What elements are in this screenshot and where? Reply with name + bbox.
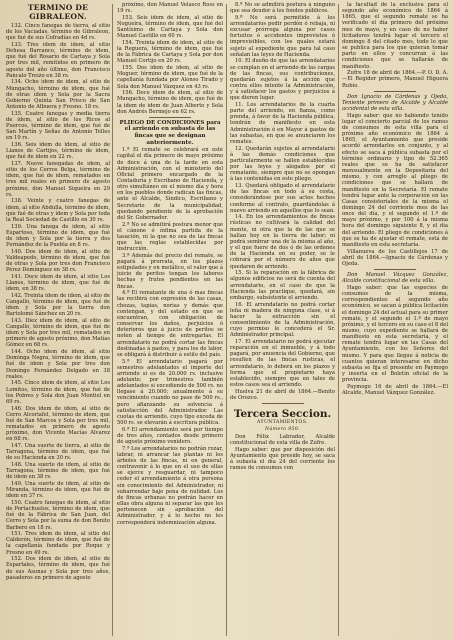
- paragraph: 14. En los arrendamientos de fincas rústicas no cultivará la calidad del monte, ni otra que la de las que se hallan hoy en la tierra de labor; ni podrá sembrar una de la misma al año, y el que fuere de dos ó de las ordenes de la Hacienda en su poder, se le cobrará por el número de años que quedaren de arriendo.: [230, 214, 335, 270]
- paragraph: 156. Doce idem de idem, al sitio de Mungacho, término de idem, que fué de la idem de idem de Juan Alberto y Sola don Andrés Bermejo en 62 rs.: [117, 90, 223, 115]
- paragraph: próximo, don Manuel Velasco Ross en 19 rs.: [117, 2, 223, 15]
- paragraph: 144. Ocho idem de idem, al sitio Dominga Negra, término de idem, que fué de idem y Sola por tres don Domingo Fernández Delgado en 38 reales.: [6, 349, 110, 380]
- paragraph: 1.ª El remate se celebrará en este capital el día primero de mayo próximo de doce á una de la tarde en esta Administración, con el ministerio del Oficial primero encargado de la Contaduría y Escribano de Hacienda, y otro simultáneo en el mismo día y hora en los pueblos donde radican las fincas, ante el Alcalde, Síndico, Escribano y Secretario de la municipalidad, quedando pendiente de la aprobación del Sr. Gobernador.: [117, 147, 223, 221]
- paragraph: Huelva 21 de abril de 1864.—Benito de Orozco.: [230, 388, 335, 401]
- paragraph: 6.ª El arrendamiento será por tiempo de tres años, contados desde primero de agosto próximo venidero.: [117, 426, 223, 446]
- column-3-bottom-paragraphs: [230, 434, 335, 471]
- paragraph: 15. Si la reparación en la fábrica de algunos edificios no será de cuenta del arrendatario, en el caso de que la Hacienda las practique, quedará, sin embargo, subsistente el arriendo.: [230, 270, 335, 301]
- paragraph: 8.ª No se admitirá postura á ninguno que sea deudor á los fondos públicos.: [230, 2, 335, 15]
- paragraph: 145. Cinco idem de idem, al sitio Los Lomitos, término de idem, que fué de los Pobres y Sola don Juan Montiel en 69 rs.: [6, 380, 110, 405]
- paragraph: Paymogo 16 de abril de 1864.—El Alcalde, Manuel Vázquez González.: [342, 383, 448, 397]
- column-2-top-paragraphs: [117, 2, 223, 115]
- paragraph: 134. Ocho idem de idem, al sitio de Mungacho, término de idem, que fué de otras ídem y Sola por la Sacra Gobierno Quinta San Prisco de San Antonio de Albuera y Fresno. 18 rs.: [6, 79, 110, 111]
- paragraph: 150. Cuatro fanegas de idem, al sitio de Portachuelos, término de idem, que fué de la Fábrica de San Juan, del Cerro y Sola por la suma de don Benito Barbero en 18 rs.: [6, 499, 110, 531]
- paragraph: 13. Quedará obligado el arrendatario de las fincas en todo á su costa, considerándose por sus actos hechos conforme al contrato, guardándolas á nuevo arriendo en aquellos que lo sean.: [230, 183, 335, 214]
- column-4: [342, 2, 448, 638]
- section-title: Tercera Seccion.: [233, 408, 332, 420]
- paragraph: 10. El dueño de que las arrendatarios se cumplan en el arriendo de las cargas de las fincas, sus contribuciones, quedarán sujetos á la acción que contra ellos intente la Administración, y á satisfacer los gastos y perjuicios á que dieren lugar.: [230, 58, 335, 102]
- column-4-bottom-paragraphs: [342, 285, 448, 396]
- paragraph: Villanueva de los Castillejos 17 de abril de 1864.—Ignacio de Cárdenas y Ojeda.: [342, 248, 448, 267]
- paragraph: 16. El arrendatario no podrá cortar leña ni madera de ninguna clase, si á hacer la extracción sin el consentimiento de la Administración, cuyo permiso le concederá el Sr. Administrador principal.: [230, 301, 335, 339]
- paragraph: 135. Cuatro fanegas y media tierra de idem, al sitio de los Ricos al Puercos, término de idem, que fué de San Martín y Señas de Antonio Telles en 19 rs.: [6, 110, 110, 142]
- paragraph: 5.ª El arrendatario pagará por semestres adelantados el importe del arriendo si es de 20.000 rs. inclusive adelante; por trimestres también adelantados si excediendo de 500 rs. no llegase á 20.000; anualmente á su vencimiento cuando no pase de 500 rs., pero afianzando su solvencia á satisfacción del Administrador. Las cuotas de arriendo, cuyo tipo exceda de 500 rs. se elevarán á escritura pública.: [117, 358, 223, 427]
- separator: [374, 269, 416, 270]
- paragraph: Don Félix Labrador, Alcalde constitucional de esta villa de Zufre.: [230, 434, 335, 447]
- column-1: [6, 2, 110, 638]
- paragraph: 143. Diez idem de idem, al sitio de Cangallo, término de idem, que fué de idem y Sola por tres mil, rematados en primero de agosto próximo, don Matías Gómez en 68 rs.: [6, 317, 110, 349]
- separator: [149, 117, 191, 118]
- paragraph: 142. Treinta idem de idem, al sitio de Cangallo, término de idem, que fué de idem y Sola por la tierra don Bartolomé Sánchez en 20 rs.: [6, 292, 110, 318]
- paragraph: 138. Veinte y cuatro fanegas de idem, al sitio Abdulla, término de idem, que fué de otras y ídem y Sola por toda la Real Sociedad de Castillo en 30 rs.: [6, 198, 110, 223]
- paragraph: 140. Dos idem de idem, al sitio de Valdeapedo, término de idem, que fué de otras y Sola por tres don Francisco Pérez Domínguez en 38 rs.: [6, 248, 110, 274]
- paragraph: 9.ª No será permitido á los arrendatarios pedir perdón ó rebaja, ni excusar prórroga alguna por casos fortuitos ó accidentes imprevistos ó imprevisibles, con los quales estará sujeto al expediente que para tal caso señalan las leyes de Hacienda.: [230, 14, 335, 58]
- paragraph: Hago saber: que no habiendo tenido lugar el concierto parcial de los ramos de consumos de esta villa para el próximo año económico de 1864 á 1865, el Ayuntamiento que preside acordó arrendarlos en conjunto, y al efecto se saca á pública subasta por el término ordinario y tipo de 52.365 reales que se ha de satisfacer mensualmente en la Depositaría del mismo, y con arreglo al pliego de condiciones que se hallará de manifiesto en la Secretaría. El remate tendrá lugar ante la corporación en las Casas consistoriales de la misma el domingo 24 del corriente mes de las once del día, y el segundo el 1.º de mayo próximo, y por 100 á la misma hora del domingo siguiente 8, y el día del arriendo. El pliego de condiciones á que se ha de ajustar el remate, está de manifiesto en esta secretaría.: [342, 112, 448, 248]
- column-3: [230, 2, 335, 638]
- paragraph: 137. Nueve fanegadas de idem, al sitio de los Cerros Belga, término de idem, que fué de idem, rematados en tres mil reales en primero de agosto próximo, don Manuel Siqueira en 29 rs.: [6, 160, 110, 198]
- conditions-paragraphs: [117, 147, 223, 526]
- paragraph: Hago saber: que las especies de consumos de la misma, correspondientes al segundo año económico, se sacan á pública licitación el domingo 24 del actual para su primer remate, y el segundo el 1.º de mayo próximo, y el tercero en su caso el 8 del mismo, cuyo expediente se hallará de manifiesto en esta secretaría, y el remate tendrá lugar en las Casas del Ayuntamiento, con los Señores del mismo. Y para que llegue á noticia de cuantos quieran interesarse en dicho subasta se fija el presente en Paymogo y inserta en el Boletín oficial de la provincia.: [342, 284, 448, 384]
- column-1-title: TERMINO DE GIBRALEON.: [27, 3, 89, 21]
- paragraph: Zufre 18 de abril de 1864.—P. O. D. A.—El Regidor primero, Manuel Higuera Rubio.: [342, 70, 448, 89]
- paragraph: 151. Tres idem de idem, al sitio del Calderón, término de idem, que fué de la capellanía fundada por Roque y Fresno en 49 rs.: [6, 531, 110, 556]
- column-3-paragraphs: [230, 2, 335, 401]
- paragraph: 136. Seis idem de idem, al sitio de Lianos de Cartijos, término de idem, que fué de idem en 22 rs.: [6, 141, 110, 161]
- paragraph: 3.ª Además del precio del remate, se pagará á prorrata, en los plazos estipulados y en metálico, el valor que á juicio de peritos tengan los labores hechas y frutos pendientes en las fincas.: [117, 252, 223, 290]
- paragraph: Hago saber: que por disposición del Ayuntamiento que preside hoy, se saca á subasta el día 24 del corriente los ramos de consumos con: [230, 446, 335, 472]
- separator: [262, 403, 304, 404]
- paragraph: 153. Seis idem de idem, al sitio de Nogueira, término de idem, que fué del Santísimo de Cartaya y Sola don Manuel Castillo en 60 rs.: [117, 14, 223, 40]
- paragraph: 154. Treinta idem de idem, al sitio de la Reguera, término de idem, que fué de la Fábrica de Cartaya y Sola por don Manuel Cortijo en 20 rs.: [117, 39, 223, 65]
- paragraph: 17. El arrendatario no podrá ejecutar reparación en el inmueble, y á todo pagará, por anuencia del Gobierno, que resulten de las fincas rusticas, el arrendatario, lo deberá en los plazos y forma que el propietario haya establecido, siempre que en tales de estos casos sea el arriendo.: [230, 338, 335, 389]
- paragraph: 141. Doce idem de idem, al sitio Los Llanos, término de idem, que fué de idem, en 38 rs.: [6, 273, 110, 293]
- column-divider: [112, 4, 113, 636]
- column-4-top-paragraphs: [342, 2, 448, 89]
- paragraph: 11. Los arrendatarios de la cuarta parte del arriendo, en fianza, como prenda, á favor de la Hacienda pública, tendrán de manifiesto en esta Administración ó en Mayor á gastos de las subastas, en que se anunciaren los remates.: [230, 102, 335, 145]
- paragraph: 139. Una fanega de idem, al sitio Espartoso, término de idem, que fué de idem y Sola por la tierra y dos Fernández de la Puebla en 8 rs.: [6, 223, 110, 248]
- paragraph: 148. Una suerte de idem, al sitio de Tarragona, término de idem, que fué de idem en 38 rs.: [6, 461, 110, 481]
- notice-author: Don Manuel Vázquez González, Alcalde constitucional de esta villa.: [342, 272, 448, 285]
- paragraph: 146. Dos idem de idem, al sitio de Cerro Alcorlafel, término de idem, que fué de San Marcos y Sola por tres mil, rematados en primero de agosto próximo, don Vicente Macías Alvarez en 68 rs.: [6, 405, 110, 443]
- column-4-paragraphs: [342, 113, 448, 267]
- paragraph: 147. Una suerte de tierra, al sitio de Tarragona, término de idem, que fué de su Hacienda en 30 rs.: [6, 442, 110, 462]
- column-2: [117, 2, 223, 638]
- paragraph: 149. Una suerte de idem, al sitio de Miranda, término de idem, que fué de idem en 37 rs.: [6, 480, 110, 500]
- paragraph: 133. Tres idem de idem, al sitio Dehesa Barranco, término de idem, que fué del Rosario de Cartaya y Sola por tres mil, remitidos en primero de agosto del año último, don Francisco Pancalo Treizo en 38 rs.: [6, 41, 110, 79]
- paragraph: 12. Quedarán sujetos al arrendatario á las demás condiciones que particularmente se hallen establecidas por las leyes y alegados por el rematante, siempre que no se opongan á las contenidas en este pliego.: [230, 145, 335, 183]
- conditions-heading: PLIEGO DE CONDICIONES para el arriendo en subasta de las fincas que se designan anteriormente.: [119, 119, 221, 146]
- paragraph: 7.ª Los arrendatarios no podrán rozar, labrar, ni arrancar las plantas ni los árboles de las fincas, ni en general, contravenir á lo que en el uso de ellas se ejerce y resguardar, ni tampoco ceder el arrendamiento á otra persona sin conocimiento del Administrador, ni subarrendar bajo pena de nulidad. Los de fincas urbanas no podrán hacer en ellas obra alguna ni separar las que les pertenecen sin aprobación del Administrador, y á lo hecho no les corresponderá indemnización alguna.: [117, 445, 223, 526]
- notice-author: Don Ignacio de Cárdenas y Ojeda, Teniente primero de Alcalde y Alcalde accidental de esta villa.: [342, 93, 448, 112]
- paragraph: la facultad de la exclusiva para el segundo año económico de 1864 á 1865, que el segundo remate se ha verificado el día primero del próximo mes de mayo, y en caso de no haber licitadores tendrá lugar el tercero el domingo 8 del citado mes, todo lo que se publica para los que quieran tomar parte en ellos y concurran á las condiciones que se hallarán de manifiesto.: [342, 2, 448, 70]
- column-divider: [226, 4, 227, 636]
- paragraph: 4.ª El rematante de una ó mas fincas las recibirá con expresión de las casas, chozas, tapias, norias y demás que contengan, y del estado en que se encuentran, con obligación de conservar los daños, perjuicios ó deterioros que á juicio de peritos se noten al tiempo de entregarlas. El arrendatario no podrá cortar las fincas destinadas á pastos, y para los de labor, se obligará á distribuir á estilo del país.: [117, 290, 223, 358]
- paragraph: 152. Dos idem de idem, al sitio de Espartales, término de idem, que fué de sus Asunas y Sola por tres años, pasaderos en primero de agosto: [6, 556, 110, 581]
- notice-number: Número 950.: [264, 427, 301, 432]
- paragraph: 2.ª No se admitirá postura menor que el cánone ó ínfima partida de la tasación, ni la que no sea de las fincas que las reglas establecidas por instrucción.: [117, 221, 223, 253]
- section-subtitle: AYUNTAMIENTOS.: [257, 420, 308, 425]
- separator: [374, 91, 416, 92]
- paragraph: 155. Dos idem de idem, al sitio de Moguer, término de idem, que fué de la capellanía fundada por Alonso Tirado y Sola don Manuel Vázquez en 43 rs.: [117, 65, 223, 90]
- column-divider: [338, 4, 339, 636]
- column-1-paragraphs: [6, 23, 110, 581]
- paragraph: 132. Cinco fanegas de tierra, al sitio de los Vaciadas, término de Gibraleon, que fué de sus Cofradías en 4d rs.: [6, 23, 110, 42]
